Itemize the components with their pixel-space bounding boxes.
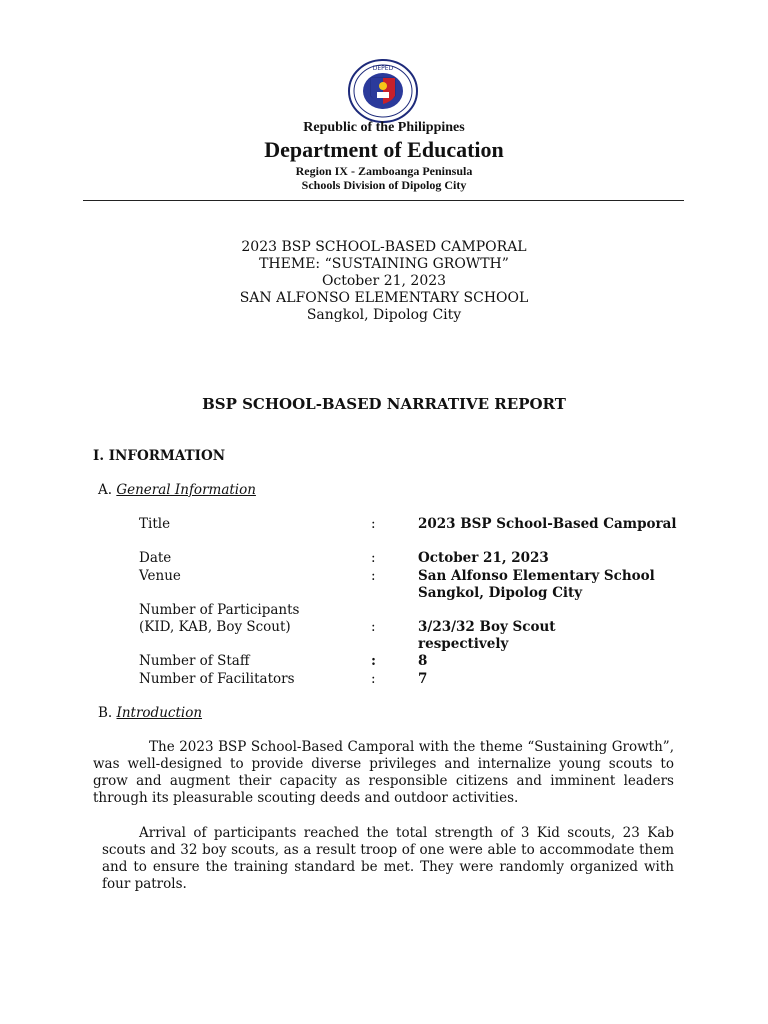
event-school: SAN ALFONSO ELEMENTARY SCHOOL (239, 290, 529, 306)
svg-text:DEPED: DEPED (372, 65, 394, 72)
label-date: Date (139, 550, 172, 566)
label-title: Title (139, 516, 171, 532)
label-participants-breakdown: (KID, KAB, Boy Scout) (139, 619, 291, 635)
value-venue-school: San Alfonso Elementary School (418, 568, 655, 584)
region-line: Region IX - Zamboanga Peninsula (295, 164, 473, 178)
intro-paragraph-1 (93, 739, 674, 807)
event-theme: THEME: “SUSTAINING GROWTH” (259, 256, 509, 272)
subsection-prefix: A. (98, 482, 113, 498)
value-staff: 8 (418, 653, 428, 669)
value-date: October 21, 2023 (418, 550, 549, 566)
event-date: October 21, 2023 (321, 273, 447, 289)
colon: : (371, 568, 376, 584)
label-staff: Number of Staff (139, 653, 250, 669)
subsection-introduction (98, 705, 202, 721)
colon: : (371, 516, 376, 532)
subsection-prefix: B. (98, 705, 113, 721)
value-participants: 3/23/32 Boy Scout (418, 619, 556, 635)
header-divider (83, 200, 684, 201)
report-title: BSP SCHOOL-BASED NARRATIVE REPORT (202, 395, 566, 413)
colon: : (371, 619, 376, 635)
colon: : (371, 671, 376, 687)
value-participants-note: respectively (418, 636, 509, 652)
colon: : (371, 653, 376, 669)
division-line: Schools Division of Dipolog City (301, 178, 467, 192)
intro-paragraph-2-text: Arrival of participants reached the total strength of 3 Kid scouts, 23 Kab scouts and 32 boy scouts, as a result troop of one were able to accommodate them and to ensure the training standard be met. They were randomly organized with four patrols. (102, 825, 674, 892)
subsection-general-information (98, 482, 256, 498)
label-venue: Venue (139, 568, 181, 584)
republic-line: Republic of the Philippines (303, 120, 465, 135)
intro-paragraph-2 (102, 825, 674, 893)
subsection-title: Introduction (116, 705, 203, 721)
value-facilitators: 7 (418, 671, 428, 687)
value-venue-location: Sangkol, Dipolog City (418, 585, 583, 601)
event-title: 2023 BSP SCHOOL-BASED CAMPORAL (241, 239, 527, 255)
department-title: Department of Education (264, 137, 504, 162)
value-title: 2023 BSP School-Based Camporal (418, 516, 677, 532)
label-participants: Number of Participants (139, 602, 300, 618)
label-facilitators: Number of Facilitators (139, 671, 295, 687)
subsection-title: General Information (116, 482, 256, 498)
colon: : (371, 550, 376, 566)
event-location: Sangkol, Dipolog City (306, 307, 462, 323)
deped-seal-logo (347, 58, 419, 124)
intro-paragraph-1-text: The 2023 BSP School-Based Camporal with the theme “Sustaining Growth”, was well-designed to provide diverse privileges and internalize young scouts to grow and augment their capacity as responsible citizens and imminent leaders through its pleasurable scouting deeds and outdoor activities. (93, 739, 674, 806)
section-heading-information: I. INFORMATION (93, 448, 226, 464)
